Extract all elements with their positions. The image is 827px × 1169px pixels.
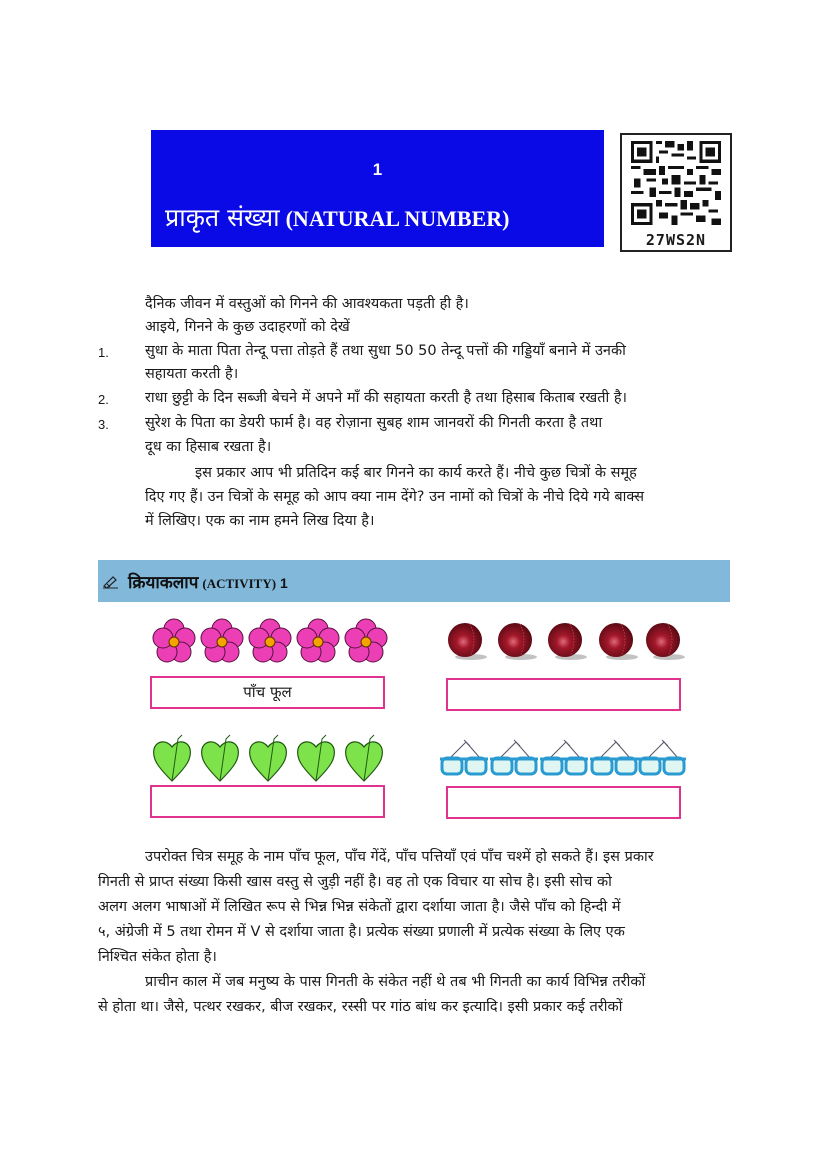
body-para1-line-1: उपरोक्त चित्र समूह के नाम पाँच फूल, पाँच गेंदें, पाँच पत्तियाँ एवं पाँच चश्में हो सकते हैं। इस प्रकार [145,849,654,865]
answer-box-balls[interactable] [446,678,681,711]
spectacles-icon [440,738,690,778]
body-para1-line-2: गिनती से प्राप्त संख्या किसी खास वस्तु से जुड़ी नहीं है। वह तो एक विचार या सोच है। इसी सोच को [98,874,612,890]
list-number: 1. [98,345,109,360]
list-number: 3. [98,417,109,432]
pencil-writing-icon [102,573,120,589]
answer-box-leaves[interactable] [150,785,385,818]
intro-para-line-1: इस प्रकार आप भी प्रतिदिन कई बार गिनने का कार्य करते हैं। नीचे कुछ चित्रों के समूह [195,465,637,481]
body-para2-line-2: से होता था। जैसे, पत्थर रखकर, बीज रखकर, रस्सी पर गांठ बांध कर इत्यादि। इसी प्रकार कई तरीकों [98,999,623,1015]
cricket-ball-group [445,620,690,662]
activity-title-hindi: क्रियाकलाप [128,573,199,593]
body-para1-line-3: अलग अलग भाषाओं में लिखित रूप से भिन्न भिन्न संकेतों द्वारा दर्शाया जाता है। जैसे पाँच को हिन्दी में [98,899,621,915]
intro-line-1: दैनिक जीवन में वस्तुओं को गिनने की आवश्यकता पड़ती ही है। [145,296,469,312]
activity-number: 1 [280,575,288,591]
leaf-icon [152,733,392,783]
body-para2-line-1: प्राचीन काल में जब मनुष्य के पास गिनती के संकेत नहीं थे तब भी गिनती का कार्य विभिन्न तरीकों [145,974,646,990]
chapter-title-english: (NATURAL NUMBER) [285,206,510,231]
qr-code-icon [631,141,721,225]
example-3-line-a: सुरेश के पिता का डेयरी फार्म है। वह रोज़ाना सुबह शाम जानवरों की गिनती करता है तथा [145,415,603,431]
flower-group [150,618,390,666]
intro-line-2: आइये, गिनने के कुछ उदाहरणों को देखें [145,319,350,335]
example-2-line-a: राधा छुट्टी के दिन सब्जी बेचने में अपने माँ की सहायता करती है तथा हिसाब किताब रखती है। [145,390,628,406]
example-1-line-b: सहायता करती है। [145,366,239,382]
chapter-number: 1 [372,160,383,179]
answer-text: पाँच फूल [243,683,292,701]
intro-para-line-2: दिए गए हैं। उन चित्रों के समूह को आप क्या नाम देंगे? उन नामों को चित्रों के नीचे दिये गये बाक्स [145,489,645,505]
chapter-title-hindi: प्राकृत संख्या [165,203,280,232]
flower-icon [150,618,390,666]
list-number: 2. [98,392,109,407]
answer-input-leaves[interactable] [152,787,387,818]
chapter-title [165,200,509,234]
body-para1-line-5: निश्चित संकेत होता है। [98,949,217,965]
spectacles-group [440,738,690,778]
example-3-line-b: दूध का हिसाब रखता है। [145,439,272,455]
activity-header [98,560,730,602]
body-para1-line-4: ५, अंग्रेजी में 5 तथा रोमन में V से दर्शाया जाता है। प्रत्येक संख्या प्रणाली में प्रत्येक संख्या के लिए एक [98,924,625,940]
answer-box-spectacles[interactable] [446,786,681,819]
answer-input-spectacles[interactable] [448,788,683,819]
answer-box-flowers[interactable] [150,676,385,709]
activity-title [128,570,288,593]
intro-para-line-3: में लिखिए। एक का नाम हमने लिख दिया है। [145,513,375,529]
chapter-title-banner [151,130,604,247]
qr-code[interactable] [620,133,732,252]
cricket-ball-icon [445,620,690,662]
qr-code-label: 27WS2N [645,231,707,249]
answer-input-balls[interactable] [448,680,683,711]
leaf-group [152,733,392,783]
activity-title-english: (ACTIVITY) [202,576,277,591]
example-1-line-a: सुधा के माता पिता तेन्दू पत्ता तोड़ते हैं तथा सुधा 50 50 तेन्दू पत्तों की गड्डियाँ बनाने में उनकी [145,343,626,359]
